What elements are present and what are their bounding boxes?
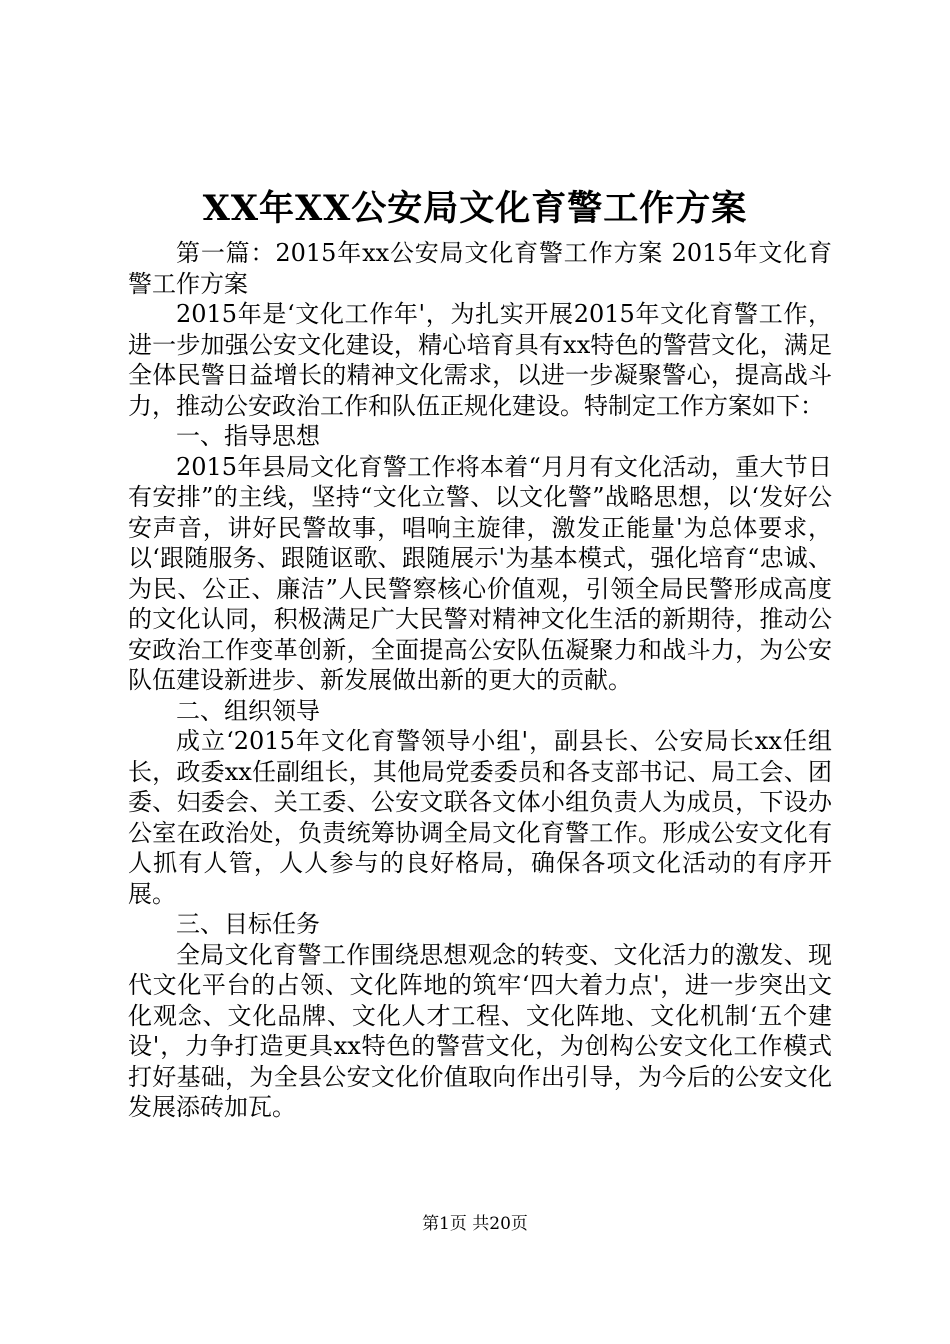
document-title: XX年XX公安局文化育警工作方案	[202, 188, 748, 229]
section-heading-guiding-ideology: 一、指导思想	[176, 422, 320, 450]
guiding-ideology-paragraph: 2015年县局文化育警工作将本着“月月有文化活动，重大节日有安排”的主线，坚持“文化立警、以文化警”战略思想，以‘发好公安声音，讲好民警故事，唱响主旋律，激发正能量'为总体要求，以‘跟随服务、跟随讴歌、跟随展示'为基本模式，强化培育“忠诚、为民、公正、廉洁”人民警察核心价值观，引领全局民警形成高度的文化认同，积极满足广大民警对精神文化生活的新期待，推动公安政治工作变革创新，全面提高公安队伍凝聚力和战斗力，为公安队伍建设新进步、新发展做出新的更大的贡献。	[128, 452, 832, 694]
page-number-footer: 第1页 共20页	[422, 1214, 528, 1234]
section-heading-objectives: 三、目标任务	[176, 910, 320, 938]
objectives-paragraph: 全局文化育警工作围绕思想观念的转变、文化活力的激发、现代文化平台的占领、文化阵地的筑牢‘四大着力点'，进一步突出文化观念、文化品牌、文化人才工程、文化阵地、文化机制‘五个建设'，力争打造更具xx特色的警营文化，为创构公安文化工作模式打好基础，为全县公安文化价值取向作出引导，为今后的公安文化发展添砖加瓦。	[128, 940, 832, 1121]
intro-paragraph: 第一篇：2015年xx公安局文化育警工作方案 2015年文化育警工作方案	[128, 239, 832, 298]
organization-paragraph: 成立‘2015年文化育警领导小组'，副县长、公安局长xx任组长，政委xx任副组长，其他局党委委员和各支部书记、局工会、团委、妇委会、关工委、公安文联各文体小组负责人为成员，下设办公室在政治处，负责统筹协调全局文化育警工作。形成公安文化有人抓有人管，人人参与的良好格局，确保各项文化活动的有序开展。	[128, 727, 832, 908]
document-body	[128, 238, 832, 1123]
purpose-paragraph: 2015年是‘文化工作年'，为扎实开展2015年文化育警工作，进一步加强公安文化建设，精心培育具有xx特色的警营文化，满足全体民警日益增长的精神文化需求，以进一步凝聚警心，提高战斗力，推动公安政治工作和队伍正规化建设。特制定工作方案如下：	[128, 300, 832, 420]
section-heading-organization: 二、组织领导	[176, 696, 320, 725]
